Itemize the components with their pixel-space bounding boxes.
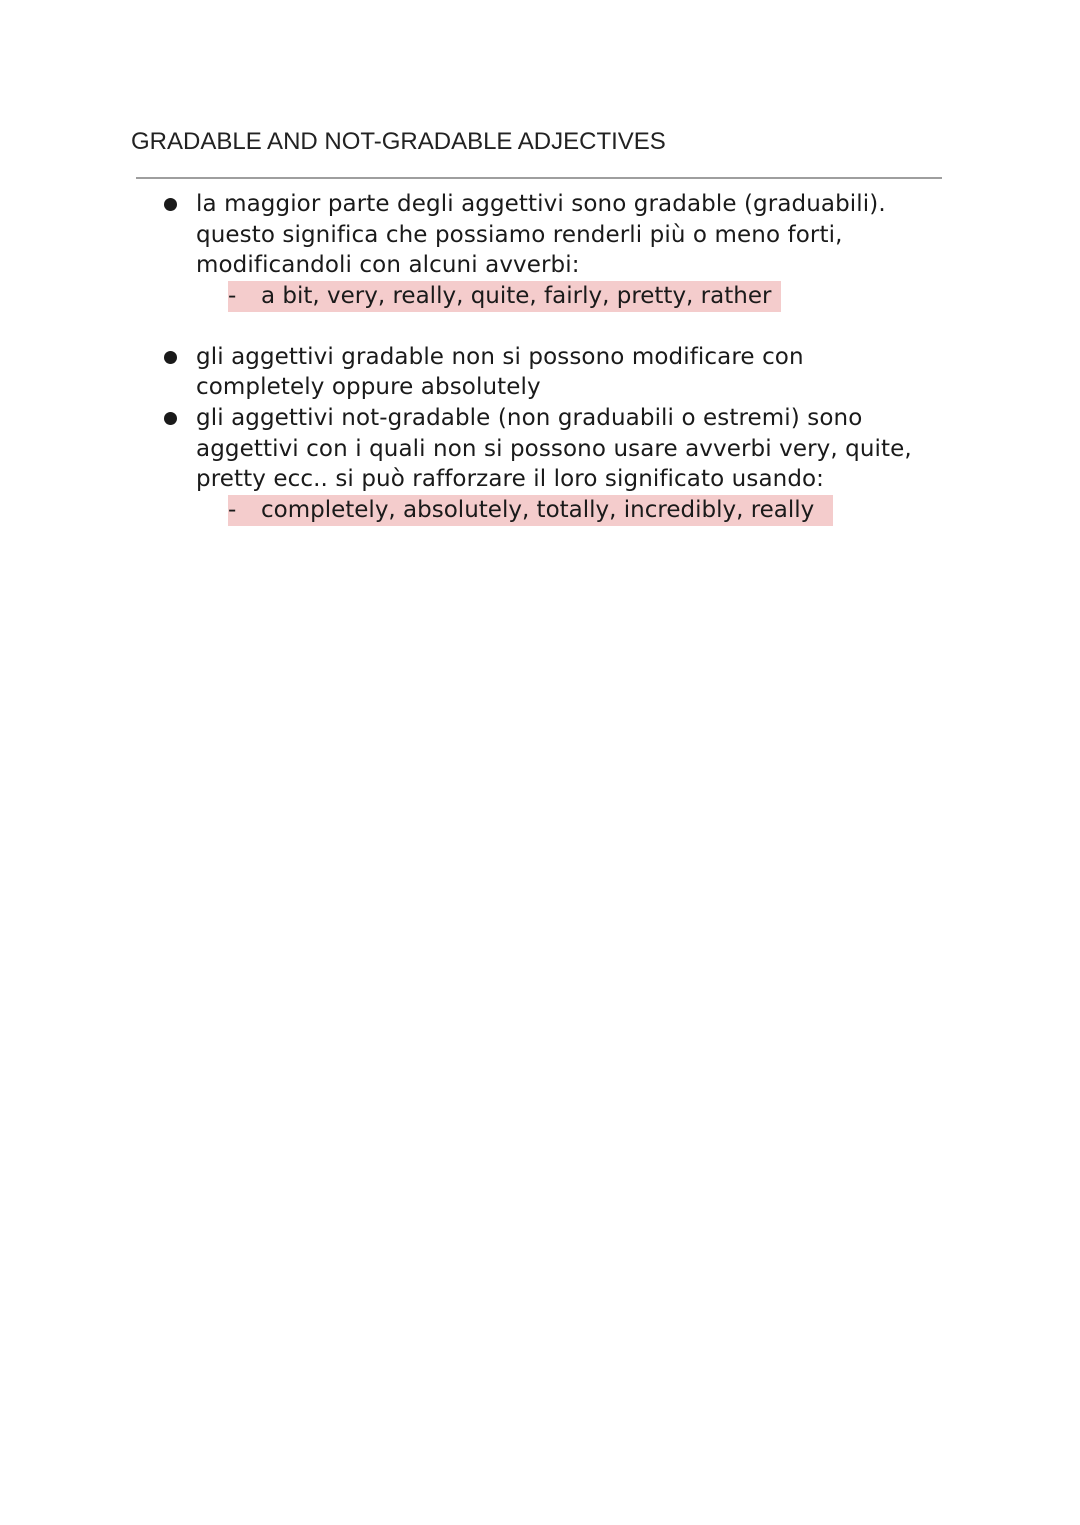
list-item-line: gli aggettivi not-gradable (non graduabili o estremi) sono — [196, 405, 863, 431]
bullet-dot-icon — [164, 198, 177, 211]
title-divider — [136, 177, 942, 179]
dash-marker: - — [228, 283, 237, 309]
highlighted-sub-item — [228, 281, 781, 312]
list-item-line: completely oppure absolutely — [196, 374, 541, 400]
list-item-line: questo significa che possiamo renderli più o meno forti, — [196, 222, 843, 248]
dash-marker: - — [228, 497, 237, 523]
list-item-line: la maggior parte degli aggettivi sono gradable (graduabili). — [196, 191, 886, 217]
sub-item-text: a bit, very, really, quite, fairly, pretty, rather — [261, 283, 772, 309]
highlighted-sub-item — [228, 495, 833, 526]
bullet-dot-icon — [164, 351, 177, 364]
page-title: GRADABLE AND NOT-GRADABLE ADJECTIVES — [131, 128, 666, 155]
bullet-dot-icon — [164, 412, 177, 425]
list-item-line: modificandoli con alcuni avverbi: — [196, 252, 580, 278]
list-item-line: aggettivi con i quali non si possono usare avverbi very, quite, — [196, 436, 912, 462]
list-item-line: pretty ecc.. si può rafforzare il loro significato usando: — [196, 466, 825, 492]
list-item-line: gli aggettivi gradable non si possono modificare con — [196, 344, 804, 370]
sub-item-text: completely, absolutely, totally, incredibly, really — [261, 497, 815, 523]
